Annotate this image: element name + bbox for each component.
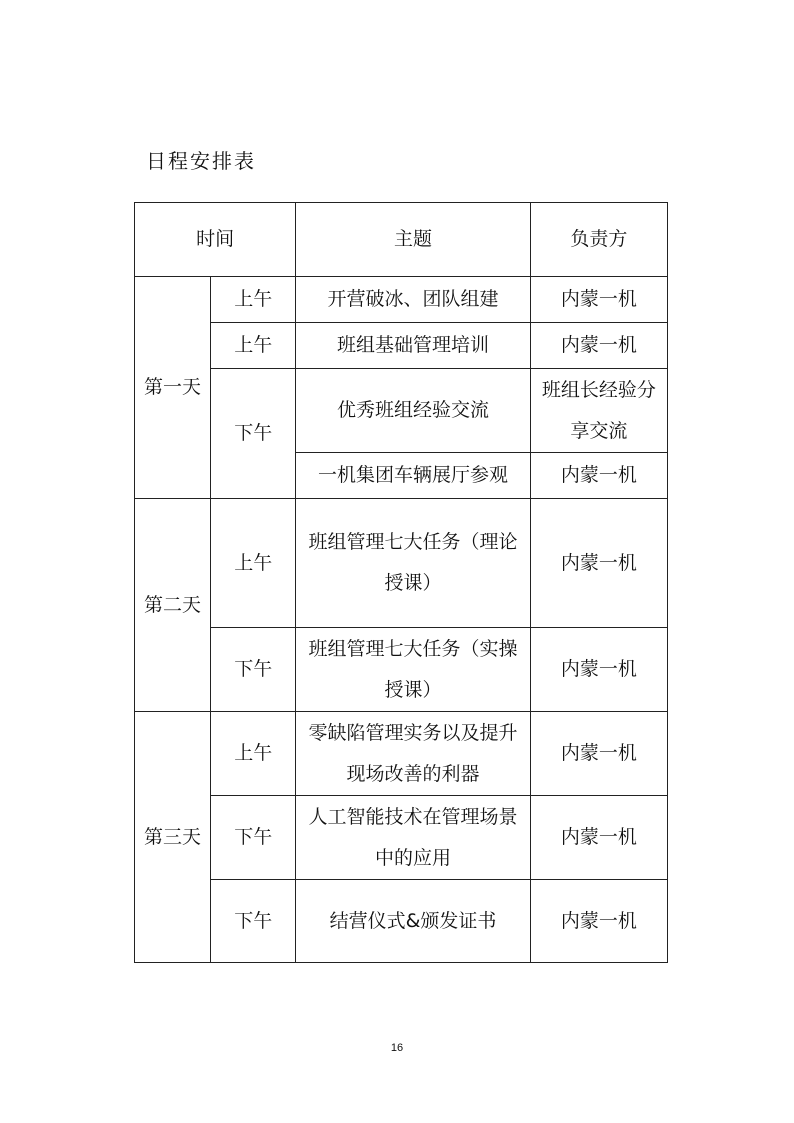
header-time: 时间	[135, 203, 296, 277]
page-title: 日程安排表	[146, 149, 256, 173]
session-half: 上午	[211, 712, 296, 796]
table-row	[135, 796, 668, 880]
session-half: 下午	[211, 628, 296, 712]
page-number: 16	[390, 1042, 404, 1054]
session-topic: 结营仪式&颁发证书	[296, 880, 530, 963]
session-topic: 人工智能技术在管理场景中的应用	[296, 796, 530, 880]
session-owner: 内蒙一机	[530, 277, 667, 323]
header-topic: 主题	[296, 203, 530, 277]
table-header-row	[135, 203, 668, 277]
session-half: 上午	[211, 323, 296, 369]
session-half: 上午	[211, 277, 296, 323]
table-row	[135, 499, 668, 628]
table-row	[135, 369, 668, 453]
session-topic: 班组管理七大任务（理论授课）	[296, 499, 530, 628]
session-topic: 一机集团车辆展厅参观	[296, 453, 530, 499]
schedule-table	[134, 202, 668, 963]
session-topic: 开营破冰、团队组建	[296, 277, 530, 323]
table-row	[135, 323, 668, 369]
session-half: 上午	[211, 499, 296, 628]
table-row	[135, 880, 668, 963]
session-owner: 班组长经验分享交流	[530, 369, 667, 453]
session-owner: 内蒙一机	[530, 453, 667, 499]
session-topic: 零缺陷管理实务以及提升现场改善的利器	[296, 712, 530, 796]
table-row	[135, 277, 668, 323]
session-topic: 班组管理七大任务（实操授课）	[296, 628, 530, 712]
session-owner: 内蒙一机	[530, 880, 667, 963]
session-half: 下午	[211, 369, 296, 499]
header-owner: 负责方	[530, 203, 667, 277]
day-label: 第二天	[135, 499, 211, 712]
session-half: 下午	[211, 796, 296, 880]
session-topic: 优秀班组经验交流	[296, 369, 530, 453]
session-owner: 内蒙一机	[530, 499, 667, 628]
day-label: 第一天	[135, 277, 211, 499]
session-owner: 内蒙一机	[530, 628, 667, 712]
table-row	[135, 628, 668, 712]
session-owner: 内蒙一机	[530, 796, 667, 880]
day-label: 第三天	[135, 712, 211, 963]
table-row	[135, 712, 668, 796]
session-topic: 班组基础管理培训	[296, 323, 530, 369]
session-half: 下午	[211, 880, 296, 963]
session-owner: 内蒙一机	[530, 712, 667, 796]
session-owner: 内蒙一机	[530, 323, 667, 369]
